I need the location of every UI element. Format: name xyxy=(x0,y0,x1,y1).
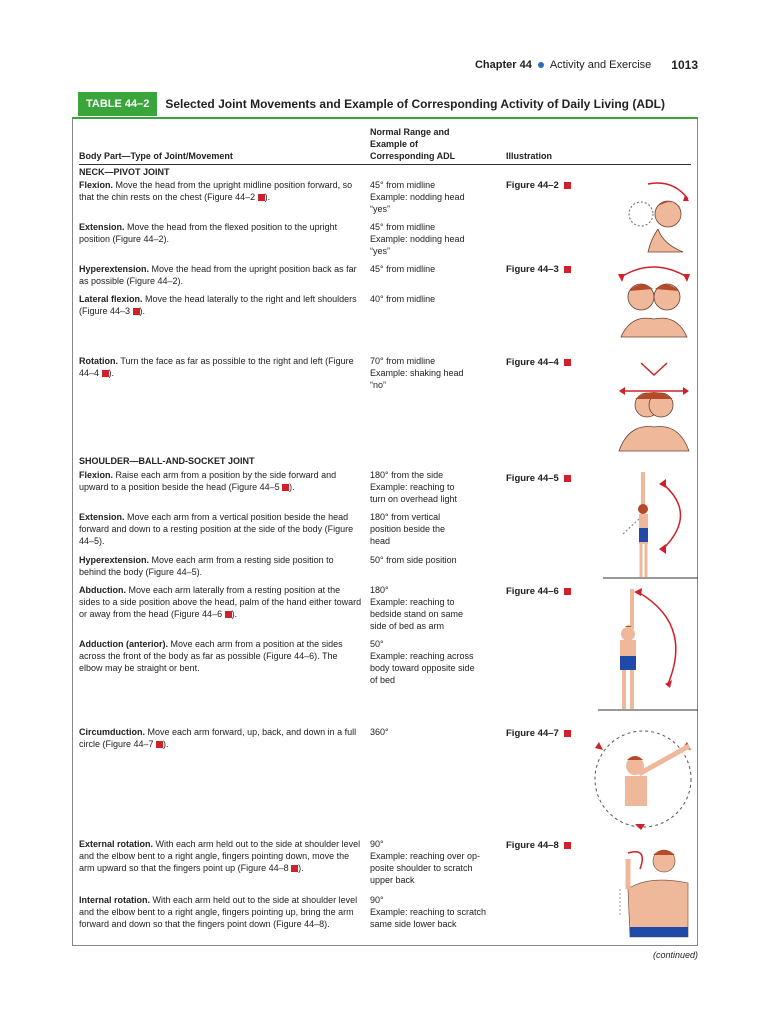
column-header-range: Normal Range and Example of Corresponding ADL xyxy=(370,127,456,161)
row-neck-rotation-range: 70° from midline Example: shaking head “no” xyxy=(370,356,464,390)
row-neck-lateral-flexion-desc: Lateral flexion. Move the head laterally to the right and left shoulders (Figure 44–3 ). xyxy=(79,294,357,316)
figure-marker-icon xyxy=(258,194,265,201)
joint-movement-table xyxy=(72,119,698,946)
column-header-illustration: Illustration xyxy=(506,151,553,161)
neck-lateral-flexion-illustration xyxy=(611,259,697,339)
header-rule xyxy=(79,164,691,165)
figure-marker-icon xyxy=(564,842,571,849)
row-shoulder-adduction-range: 50° Example: reaching across body toward opposite side of bed xyxy=(370,639,475,685)
figure-marker-icon xyxy=(564,588,571,595)
figure-marker-icon xyxy=(564,359,571,366)
table-title-bar xyxy=(78,92,698,116)
row-shoulder-adduction-desc: Adduction (anterior). Move each arm from a position at the sides across the front of the body as far as possible (Figure 44–6). The elbow may be straight or bent. xyxy=(79,639,343,673)
page-number: 1013 xyxy=(671,58,698,72)
row-shoulder-external-rotation-range: 90° Example: reaching over op- posite shoulder to scratch upper back xyxy=(370,839,481,885)
section-neck: NECK—PIVOT JOINT xyxy=(79,167,170,177)
figure-label-44-8: Figure 44–8 xyxy=(506,840,571,851)
row-neck-extension-range: 45° from midline Example: nodding head “yes” xyxy=(370,222,465,256)
section-shoulder: SHOULDER—BALL-AND-SOCKET JOINT xyxy=(79,456,255,466)
neck-flexion-illustration xyxy=(613,174,693,254)
table-tag: TABLE 44–2 xyxy=(78,92,157,116)
row-shoulder-abduction-range: 180° Example: reaching to bedside stand on same side of bed as arm xyxy=(370,585,464,631)
figure-marker-icon xyxy=(564,266,571,273)
shoulder-flexion-illustration xyxy=(603,464,698,582)
chapter-label: Chapter 44 xyxy=(474,59,532,71)
row-shoulder-hyperextension-desc: Hyperextension. Move each arm from a resting side position to behind the body (Figure 44–5). xyxy=(79,555,334,577)
figure-marker-icon xyxy=(102,370,109,377)
row-shoulder-circumduction-desc: Circumduction. Move each arm forward, up, back, and down in a full circle (Figure 44–7 ). xyxy=(79,727,357,749)
row-neck-hyperextension-desc: Hyperextension. Move the head from the upright position back as far as possible (Figure 44–2). xyxy=(79,264,357,286)
figure-label-44-5: Figure 44–5 xyxy=(506,473,571,484)
row-shoulder-extension-range: 180° from vertical position beside the head xyxy=(370,512,446,546)
row-neck-flexion-desc: Flexion. Move the head from the upright midline position forward, so that the chin rests on the chest (Figure 44–2 ). xyxy=(79,180,353,202)
figure-marker-icon xyxy=(564,182,571,189)
shoulder-circumduction-illustration xyxy=(591,724,695,834)
row-neck-lateral-flexion-range: 40° from midline xyxy=(370,294,436,304)
figure-label-44-6: Figure 44–6 xyxy=(506,586,571,597)
row-neck-extension-desc: Extension. Move the head from the flexed position to the upright position (Figure 44–2). xyxy=(79,222,338,244)
column-header-movement: Body Part—Type of Joint/Movement xyxy=(79,151,233,161)
figure-marker-icon xyxy=(564,475,571,482)
running-header xyxy=(475,58,698,72)
row-shoulder-external-rotation-desc: External rotation. With each arm held out to the side at shoulder level and the elbow bent to a right angle, fingers pointing down, move the arm upward so that the fingers point up (Figure 44–8 ). xyxy=(79,839,361,873)
section-label: Activity and Exercise xyxy=(549,59,652,71)
row-shoulder-extension-desc: Extension. Move each arm from a vertical position beside the head forward and down to a resting position at the side of the body (Figure 44–5). xyxy=(79,512,354,546)
continued-note: (continued) xyxy=(652,950,698,960)
row-neck-hyperextension-range: 45° from midline xyxy=(370,264,436,274)
figure-label-44-3: Figure 44–3 xyxy=(506,264,571,275)
row-neck-rotation-desc: Rotation. Turn the face as far as possible to the right and left (Figure 44–4 ). xyxy=(79,356,354,378)
figure-marker-icon xyxy=(564,730,571,737)
row-neck-flexion-range: 45° from midline Example: nodding head “yes” xyxy=(370,180,465,214)
figure-label-44-2: Figure 44–2 xyxy=(506,180,571,191)
table-title: Selected Joint Movements and Example of Corresponding Activity of Daily Living (ADL) xyxy=(165,97,666,111)
row-shoulder-abduction-desc: Abduction. Move each arm laterally from a resting position at the sides to a side position above the head, palm of the hand either toward or away from the head (Figure 44–6 ). xyxy=(79,585,362,619)
figure-marker-icon xyxy=(133,308,140,315)
row-shoulder-circumduction-range: 360° xyxy=(370,727,389,737)
shoulder-rotation-illustration xyxy=(608,839,698,939)
figure-marker-icon xyxy=(225,611,232,618)
figure-label-44-7: Figure 44–7 xyxy=(506,728,571,739)
row-shoulder-flexion-desc: Flexion. Raise each arm from a position by the side forward and upward to a position beside the head (Figure 44–5 ). xyxy=(79,470,337,492)
bullet-dot-icon xyxy=(538,62,544,68)
figure-label-44-4: Figure 44–4 xyxy=(506,357,571,368)
shoulder-abduction-illustration xyxy=(598,584,698,716)
row-shoulder-internal-rotation-desc: Internal rotation. With each arm held out to the side at shoulder level and the elbow bent to a right angle, fingers pointing up, bring the arm forward and down so that the fingers point down (Figure 44–8). xyxy=(79,895,358,929)
row-shoulder-hyperextension-range: 50° from side position xyxy=(370,555,457,565)
row-shoulder-flexion-range: 180° from the side Example: reaching to turn on overhead light xyxy=(370,470,458,504)
row-shoulder-internal-rotation-range: 90° Example: reaching to scratch same side lower back xyxy=(370,895,487,929)
neck-rotation-illustration xyxy=(611,353,697,453)
figure-marker-icon xyxy=(156,741,163,748)
